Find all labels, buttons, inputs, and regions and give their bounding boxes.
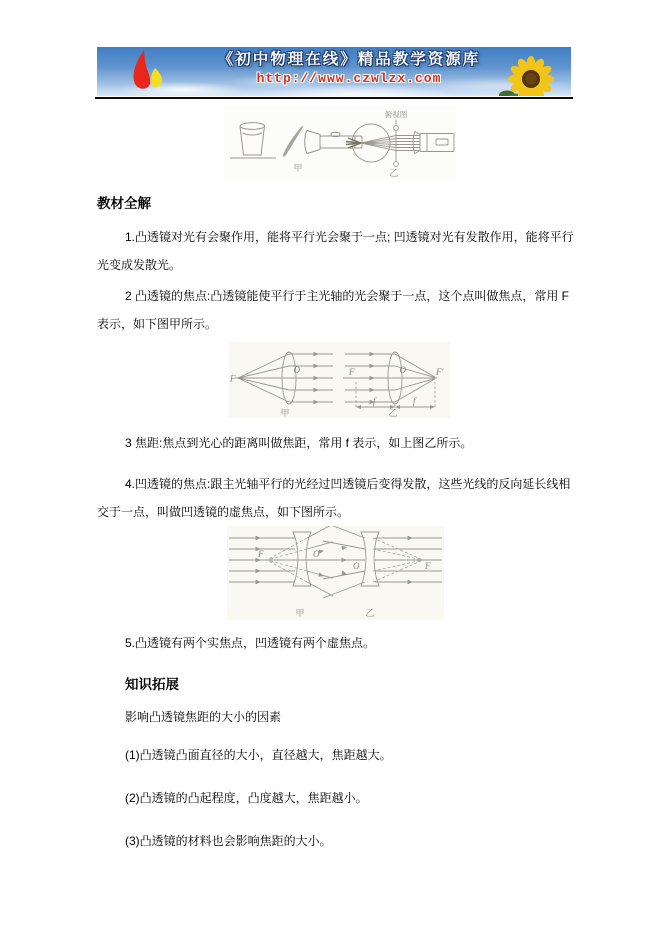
paragraph-focal-length: 3 焦距:焦点到光心的距离叫做焦距，常用 f 表示，如上图乙所示。: [125, 436, 473, 450]
site-banner: [97, 47, 571, 96]
concave-lens-figure: [227, 526, 444, 620]
header-divider: [95, 97, 573, 99]
figure2-center-left-label: O: [293, 365, 300, 375]
paragraph-factor-3: (3)凸透镜的材料也会影响焦距的大小。: [125, 834, 332, 848]
site-logo-icon: [125, 48, 167, 94]
banner-url: http://www.czwlzx.com: [256, 71, 442, 86]
figure2-label-yi: 乙: [388, 408, 398, 418]
paragraph-factor-2: (2)凸透镜的凸起程度，凸度越大，焦距越小。: [125, 791, 368, 805]
figure3-focus-left-label: F: [258, 549, 264, 559]
figure3-label-yi: 乙: [365, 608, 375, 618]
sunflower-icon: [499, 55, 557, 96]
figure2-focus-right-label: F′: [436, 367, 444, 377]
convex-lens-figure: [229, 342, 450, 418]
figure2-f-label-2: f: [413, 396, 416, 406]
banner-title: 《初中物理在线》精品教学资源库: [217, 51, 481, 68]
banner-text-block: [175, 50, 523, 87]
paragraph-converge-diverge: 1.凸透镜对光有会聚作用，能将平行光会聚于一点; 凹透镜对光有发散作用，能将平行光变成发散光。: [97, 230, 574, 272]
figure1-topview-label: 俯视图: [384, 110, 408, 119]
figure2-focus-left-label: F: [230, 373, 236, 384]
figure1-label-jia: 甲: [293, 163, 303, 173]
figure3-focus-right-label: F: [425, 561, 431, 571]
section-heading-extension: 知识拓展: [125, 677, 179, 692]
experiment-figure: [224, 106, 457, 179]
figure3-center-left-label: O: [313, 549, 320, 559]
section-heading-textbook: 教材全解: [97, 196, 151, 211]
figure1-label-yi: 乙: [389, 168, 399, 178]
figure2-center-right-label: O: [399, 365, 406, 375]
paragraph-convex-focus: 2 凸透镜的焦点:凸透镜能使平行于主光轴的光会聚于一点，这个点叫做焦点，常用 F 表示，如下图甲所示。: [97, 289, 570, 331]
figure2-label-jia: 甲: [280, 408, 290, 418]
paragraph-two-foci: 5.凸透镜有两个实焦点，凹透镜有两个虚焦点。: [125, 636, 376, 650]
figure2-focus-axis-label: F: [349, 367, 355, 377]
paragraph-factors-title: 影响凸透镜焦距的大小的因素: [125, 710, 282, 724]
figure2-f-label-1: f: [373, 396, 376, 406]
paragraph-factor-1: (1)凸透镜凸面直径的大小，直径越大，焦距越大。: [125, 748, 392, 762]
figure3-label-jia: 甲: [295, 608, 305, 618]
lens-piece-glyph: [283, 126, 303, 157]
paragraph-concave-focus: 4.凹透镜的焦点:跟主光轴平行的光经过凹透镜后变得发散，这些光线的反向延长线相交于一点，叫做凹透镜的虚焦点，如下图所示。: [97, 477, 571, 519]
figure3-center-right-label: O: [353, 561, 360, 571]
